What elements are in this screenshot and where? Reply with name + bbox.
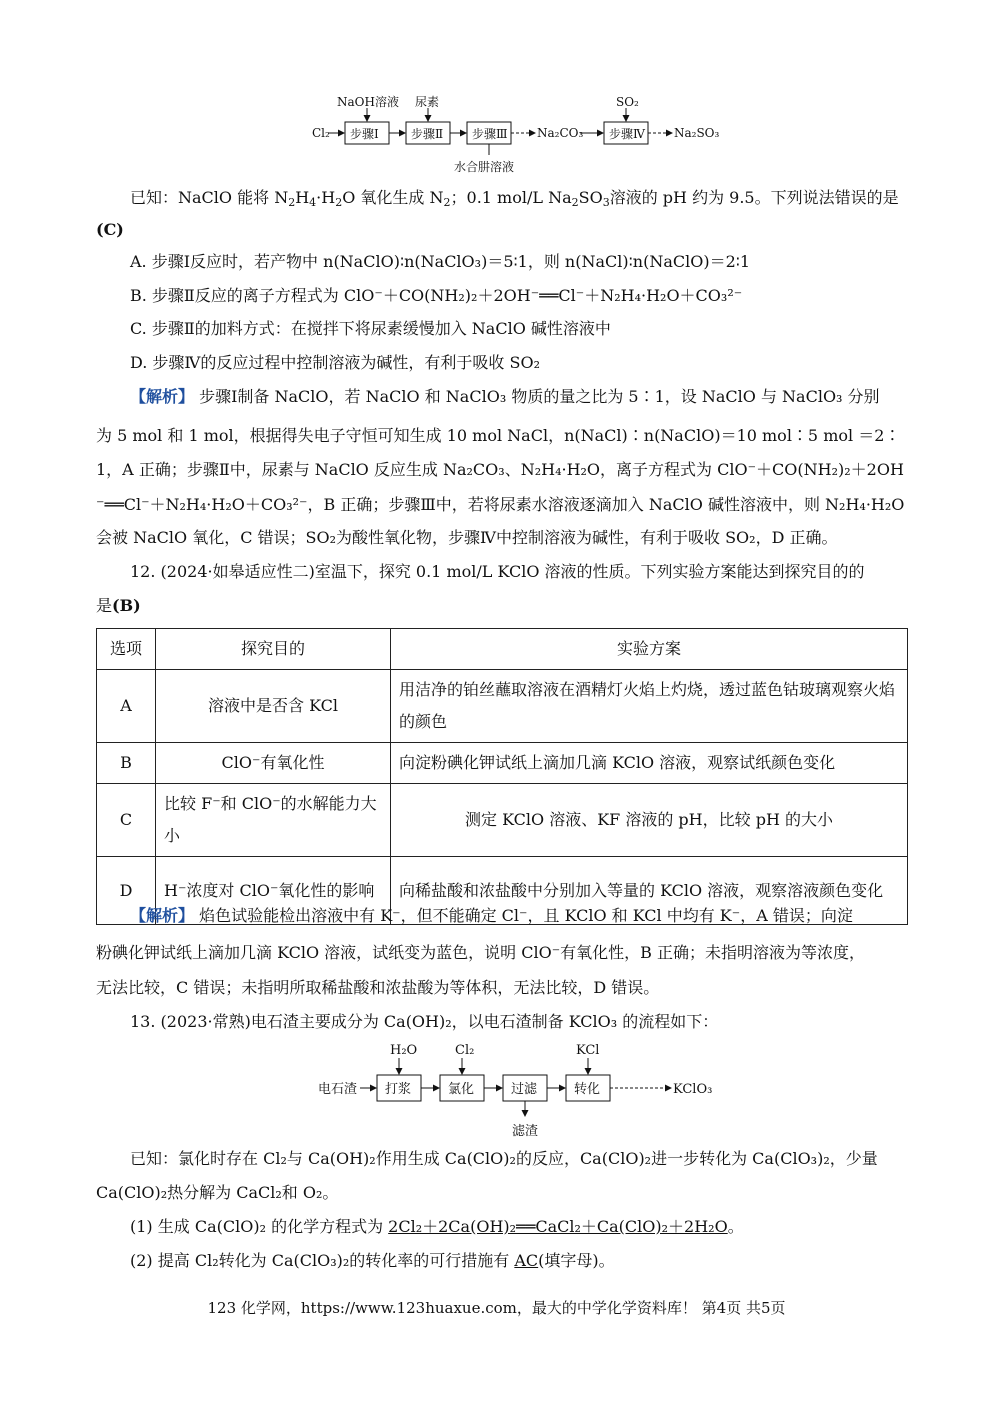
table-row [97, 743, 908, 784]
analysis-label: 【解析】 [130, 906, 195, 925]
table-cell-plan: 向稀盐酸和浓盐酸中分别加入等量的 KClO 溶液，观察溶液颜色变化 [391, 857, 908, 925]
flow2-input2: Cl₂ [455, 1043, 475, 1058]
table-header: 实验方案 [391, 629, 908, 670]
q13-sub2-answer: AC [514, 1251, 539, 1270]
table-cell-purpose: 溶液中是否含 KCl [156, 670, 391, 743]
flow1-input4: SO₂ [616, 95, 639, 109]
q12-analysis-l1: 【解析】 焰色试验能检出溶液中有 K⁻，但不能确定 Cl⁻，且 KClO 和 KCl 中均有 K⁻，A 错误；向淀 [130, 906, 853, 925]
table-cell-plan: 用洁净的铂丝蘸取溶液在酒精灯火焰上灼烧，透过蓝色钴玻璃观察火焰的颜色 [391, 670, 908, 743]
q12-stem-l2: 是(B) [96, 596, 141, 615]
q12-answer: (B) [112, 596, 141, 615]
flow2-waste: 滤渣 [512, 1124, 539, 1139]
flow2-end: KClO₃ [673, 1082, 713, 1097]
flow1-step3: 步骤Ⅲ [472, 127, 508, 141]
table-row [97, 670, 908, 743]
flow1-step1: 步骤Ⅰ [350, 127, 379, 141]
experiment-table [96, 628, 908, 925]
q13-known-l1: 已知：氯化时存在 Cl₂与 Ca(OH)₂作用生成 Ca(ClO)₂的反应，Ca(ClO)₂进一步转化为 Ca(ClO₃)₂，少量 [130, 1149, 878, 1168]
table-cell-option: A [97, 670, 156, 743]
flow2-step1: 打浆 [385, 1082, 412, 1097]
table-header: 选项 [97, 629, 156, 670]
q11-option-c: C. 步骤Ⅱ的加料方式：在搅拌下将尿素缓慢加入 NaClO 碱性溶液中 [130, 319, 611, 338]
flow2-step4: 转化 [574, 1082, 601, 1097]
q12-stem-l1: 12. (2024·如皋适应性二)室温下，探究 0.1 mol/L KClO 溶液的性质。下列实验方案能达到探究目的的 [130, 562, 865, 581]
flow-diagram-1 [0, 0, 993, 190]
q13-sub1: (1) 生成 Ca(ClO)₂ 的化学方程式为 2Cl₂＋2Ca(OH)₂══CaCl₂＋Ca(ClO)₂＋2H₂O。 [130, 1217, 744, 1236]
analysis-label: 【解析】 [130, 387, 195, 406]
flow1-start: Cl₂ [312, 126, 330, 140]
q11-analysis-l1: 【解析】 步骤Ⅰ制备 NaClO，若 NaClO 和 NaClO₃ 物质的量之比为 5∶1，设 NaClO 与 NaClO₃ 分别 [130, 387, 880, 406]
q11-known: 已知：NaClO 能将 $N_2H_4\cdot H_2O$ 氧化生成 $N_2$；0.1 mol/L $Na_2SO_3$溶液的 pH 约为 9.5。下列说法错误的是 [130, 188, 899, 209]
q11-answer: (C) [96, 220, 124, 239]
flow2-step4-box [566, 1075, 610, 1101]
flow1-step4: 步骤Ⅳ [609, 127, 645, 141]
flow1-end: Na₂SO₃ [674, 126, 720, 140]
table-row [97, 784, 908, 857]
q12-analysis-l2: 粉碘化钾试纸上滴加几滴 KClO 溶液，试纸变为蓝色，说明 ClO⁻有氧化性，B 正确；未指明溶液为等浓度， [96, 943, 866, 962]
flow2-step1-box [377, 1075, 421, 1101]
page-footer: 123 化学网，https://www.123huaxue.com，最大的中学化学资料库！ 第4页 共5页 [207, 1299, 786, 1317]
flow2-input4: KCl [576, 1043, 600, 1058]
q11-analysis-l4: ⁻══Cl⁻＋N₂H₄·H₂O＋CO₃²⁻，B 正确；步骤Ⅲ中，若将尿素水溶液逐滴加入 NaClO 碱性溶液中，则 N₂H₄·H₂O [96, 495, 905, 514]
q11-option-d: D. 步骤Ⅳ的反应过程中控制溶液为碱性，有利于吸收 SO₂ [130, 353, 540, 372]
q11-analysis-l2: 为 5 mol 和 1 mol，根据得失电子守恒可知生成 10 mol NaCl，n(NaCl)∶n(NaClO)＝10 mol∶5 mol ＝2∶ [96, 426, 901, 445]
table-header: 探究目的 [156, 629, 391, 670]
flow1-input1: NaOH溶液 [337, 95, 399, 109]
flow2-step3: 过滤 [511, 1082, 538, 1097]
q13-stem: 13. (2023·常熟)电石渣主要成分为 Ca(OH)₂，以电石渣制备 KClO₃ 的流程如下： [130, 1012, 719, 1031]
flow1-step2: 步骤Ⅱ [411, 127, 444, 141]
flow2-start: 电石渣 [318, 1082, 358, 1097]
flow1-input2: 尿素 [415, 95, 440, 109]
table-cell-option: D [97, 857, 156, 925]
table-cell-option: B [97, 743, 156, 784]
flow1-mid: Na₂CO₃ [537, 126, 584, 140]
q13-sub2: (2) 提高 Cl₂转化为 Ca(ClO₃)₂的转化率的可行措施有 AC(填字母)。 [130, 1251, 615, 1270]
flow1-byproduct: 水合肼溶液 [454, 160, 515, 174]
table-cell-purpose: 比较 F⁻和 ClO⁻的水解能力大小 [156, 784, 391, 857]
q13-sub1-answer: 2Cl₂＋2Ca(OH)₂══CaCl₂＋Ca(ClO)₂＋2H₂O [388, 1217, 728, 1236]
q11-analysis-l3: 1，A 正确；步骤Ⅱ中，尿素与 NaClO 反应生成 Na₂CO₃、N₂H₄·H₂O，离子方程式为 ClO⁻＋CO(NH₂)₂＋2OH [96, 460, 904, 479]
flow2-step2-box [440, 1075, 484, 1101]
q13-known-l2: Ca(ClO)₂热分解为 CaCl₂和 O₂。 [96, 1183, 339, 1202]
q11-analysis-l5: 会被 NaClO 氧化，C 错误；SO₂为酸性氧化物，步骤Ⅳ中控制溶液为碱性，有利于吸收 SO₂，D 正确。 [96, 528, 838, 547]
table-cell-plan: 测定 KClO 溶液、KF 溶液的 pH，比较 pH 的大小 [391, 784, 908, 857]
q11-option-a: A. 步骤Ⅰ反应时，若产物中 n(NaClO)∶n(NaClO₃)＝5∶1，则 n(NaCl)∶n(NaClO)＝2∶1 [130, 252, 751, 271]
table-header-row [97, 629, 908, 670]
flow2-step3-box [503, 1075, 547, 1101]
flow2-step2: 氯化 [448, 1082, 475, 1097]
q11-option-b: B. 步骤Ⅱ反应的离子方程式为 ClO⁻＋CO(NH₂)₂＋2OH⁻══Cl⁻＋N₂H₄·H₂O＋CO₃²⁻ [130, 286, 743, 305]
table-cell-plan: 向淀粉碘化钾试纸上滴加几滴 KClO 溶液，观察试纸颜色变化 [391, 743, 908, 784]
flow2-input1: H₂O [390, 1043, 418, 1058]
table-cell-purpose: H⁻浓度对 ClO⁻氧化性的影响 [156, 857, 391, 925]
table-cell-option: C [97, 784, 156, 857]
q12-analysis-l3: 无法比较，C 错误；未指明所取稀盐酸和浓盐酸为等体积，无法比较，D 错误。 [96, 978, 660, 997]
table-cell-purpose: ClO⁻有氧化性 [156, 743, 391, 784]
